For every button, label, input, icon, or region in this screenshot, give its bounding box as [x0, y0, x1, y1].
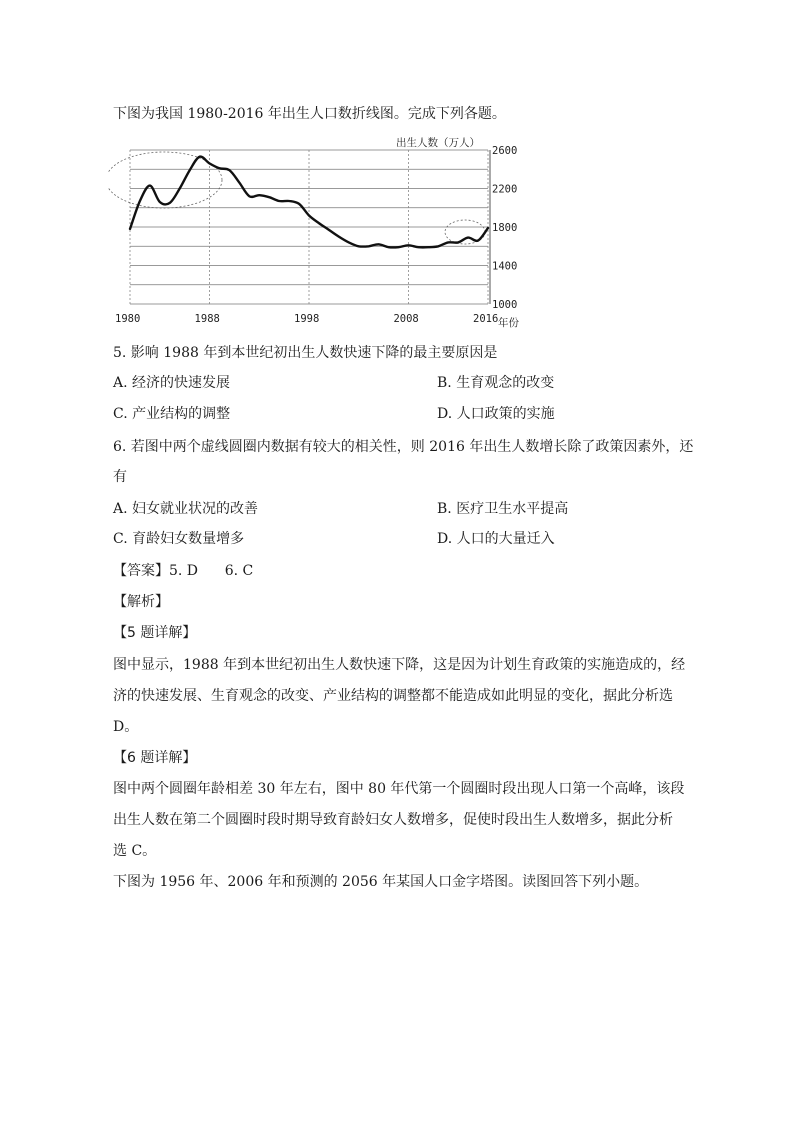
y-tick-label: 1000: [492, 299, 518, 311]
x-axis-label: 年份: [498, 317, 519, 329]
y-tick-label: 1800: [492, 222, 518, 234]
x-tick-label: 2016: [473, 313, 499, 325]
intro-text-1: 下图为我国 1980-2016 年出生人口数折线图。完成下列各题。: [113, 106, 506, 122]
x-axis-ticks: [115, 313, 498, 325]
y-axis-label: 出生人数（万人）: [396, 137, 480, 149]
detail6-line-2: 出生人数在第二个圆圈时段时期导致育龄妇女人数增多，促使时段出生人数增多，据此分析: [113, 812, 673, 828]
detail5-line-2: 济的快速发展、生育观念的改变、产业结构的调整都不能造成如此明显的变化，据此分析选: [113, 688, 673, 704]
q6-option-c: C. 育龄妇女数量增多: [113, 531, 245, 547]
answer-tag: 【答案】: [113, 563, 169, 579]
birth-population-line-chart: [108, 132, 540, 332]
x-tick-label: 2008: [393, 313, 419, 325]
q6-stem-line-1: 6. 若图中两个虚线圆圈内数据有较大的相关性，则 2016 年出生人数增长除了政策因素外，还: [113, 439, 694, 455]
answer-line: [113, 561, 253, 581]
chart-grid: [130, 150, 490, 304]
answer-text: 5. D 6. C: [169, 563, 254, 579]
detail6-line-3: 选 C。: [113, 843, 157, 859]
detail5-line-1: 图中显示，1988 年到本世纪初出生人数快速下降，这是因为计划生育政策的实施造成的，经: [113, 657, 686, 673]
q5-stem: 5. 影响 1988 年到本世纪初出生人数快速下降的最主要原因是: [113, 345, 498, 361]
y-tick-label: 2200: [492, 183, 518, 196]
q6-stem-line-2: 有: [113, 469, 127, 485]
q6-option-d: D. 人口的大量迁入: [437, 531, 555, 547]
x-tick-label: 1980: [115, 313, 141, 325]
q5-option-a: A. 经济的快速发展: [113, 375, 231, 391]
detail6-line-1: 图中两个圆圈年龄相差 30 年左右，图中 80 年代第一个圆圈时段出现人口第一个高峰，该段: [113, 781, 685, 797]
detail5-tag: 【5 题详解】: [113, 625, 197, 641]
x-tick-label: 1998: [294, 313, 320, 325]
detail5-line-3: D。: [113, 719, 139, 735]
q5-option-d: D. 人口政策的实施: [437, 406, 555, 422]
intro-text-2: 下图为 1956 年、2006 年和预测的 2056 年某国人口金字塔图。读图回答下列小题。: [113, 874, 649, 890]
y-axis-ticks: [492, 145, 517, 311]
q5-option-b: B. 生育观念的改变: [437, 375, 555, 391]
x-tick-label: 1988: [194, 313, 220, 325]
q6-option-a: A. 妇女就业状况的改善: [113, 501, 259, 517]
y-tick-label: 2600: [492, 145, 518, 157]
analysis-tag: 【解析】: [113, 594, 169, 610]
detail6-tag: 【6 题详解】: [113, 750, 197, 766]
q5-option-c: C. 产业结构的调整: [113, 406, 231, 422]
y-tick-label: 1400: [492, 260, 518, 273]
q6-option-b: B. 医疗卫生水平提高: [437, 501, 569, 517]
